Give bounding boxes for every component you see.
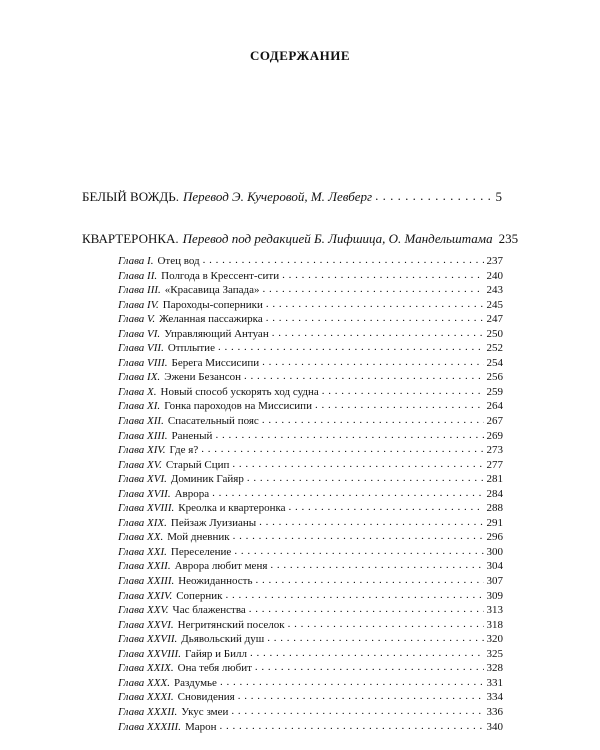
chapter-page-number: 309 [486, 589, 503, 602]
chapter-label: Глава VIII. [118, 356, 168, 369]
chapter-title: Раздумье [173, 676, 217, 689]
dot-leader [375, 188, 492, 201]
chapter-page-number: 254 [486, 356, 503, 369]
dot-leader [289, 500, 484, 511]
dot-leader [322, 384, 484, 395]
chapter-title: Сновидения [177, 691, 235, 704]
chapter-entry [118, 268, 503, 283]
chapter-label: Глава XXI. [118, 545, 167, 558]
chapter-entry [118, 297, 503, 312]
chapter-page-number: 320 [486, 633, 503, 646]
chapter-label: Глава XIV. [118, 444, 166, 457]
dot-leader [282, 268, 483, 279]
dot-leader [234, 544, 483, 555]
chapter-title: Берега Миссисипи [171, 356, 260, 369]
dot-leader [201, 442, 483, 453]
chapter-label: Глава XXXI. [118, 691, 174, 704]
chapter-entry [118, 617, 503, 632]
chapter-title: Желанная пассажирка [159, 313, 263, 326]
chapter-label: Глава II. [118, 269, 158, 282]
chapter-page-number: 325 [486, 647, 503, 660]
dot-leader [247, 471, 484, 482]
chapter-page-number: 288 [486, 502, 503, 515]
toc-section-belyi-vozhd [82, 188, 502, 205]
chapter-entry [118, 500, 503, 515]
dot-leader [212, 486, 483, 497]
chapter-entry [118, 631, 503, 646]
dot-leader [262, 413, 484, 424]
dot-leader [232, 457, 483, 468]
chapter-entry [118, 486, 503, 501]
chapter-label: Глава XXIII. [118, 575, 175, 588]
chapter-title: Аврора любит меня [174, 560, 268, 573]
chapter-title: «Красавица Запада» [164, 284, 260, 297]
dot-leader [270, 558, 483, 569]
chapter-title: Доминик Гайяр [170, 473, 244, 486]
chapter-label: Глава XXVI. [118, 618, 174, 631]
chapter-title: Где я? [169, 444, 199, 457]
chapter-entry [118, 719, 503, 734]
chapter-entry [118, 704, 503, 719]
dot-leader [266, 311, 484, 322]
chapter-page-number: 307 [486, 575, 503, 588]
chapter-title: Новый способ ускорять ход судна [160, 385, 319, 398]
chapter-label: Глава III. [118, 284, 161, 297]
dot-leader [263, 282, 484, 293]
chapter-entry [118, 384, 503, 399]
chapter-title: Раненый [171, 429, 213, 442]
section-translator: Перевод Э. Кучеровой, М. Левберг [183, 189, 373, 204]
chapter-title: Дьявольский душ [181, 633, 265, 646]
dot-leader [233, 529, 484, 540]
chapter-entry [118, 398, 503, 413]
chapter-label: Глава XII. [118, 415, 164, 428]
dot-leader [215, 428, 483, 439]
dot-leader [315, 398, 484, 409]
chapter-entry [118, 457, 503, 472]
chapter-label: Глава XIX. [118, 516, 167, 529]
chapter-title: Мой дневник [167, 531, 230, 544]
chapter-page-number: 334 [486, 691, 503, 704]
chapter-entry [118, 326, 503, 341]
chapter-page-number: 296 [486, 531, 503, 544]
dot-leader [250, 646, 484, 657]
chapter-label: Глава XXXII. [118, 705, 178, 718]
chapter-page-number: 243 [486, 284, 503, 297]
dot-leader [266, 297, 484, 308]
dot-leader [272, 326, 484, 337]
dot-leader [259, 515, 483, 526]
chapter-entry [118, 413, 503, 428]
chapter-page-number: 300 [486, 545, 503, 558]
chapter-label: Глава V. [118, 313, 156, 326]
chapter-entry [118, 428, 503, 443]
chapter-label: Глава IX. [118, 371, 161, 384]
chapter-label: Глава XXVII. [118, 633, 178, 646]
chapter-label: Глава XXVIII. [118, 647, 181, 660]
chapter-label: Глава XI. [118, 400, 161, 413]
chapter-title: Укус змеи [181, 705, 229, 718]
chapter-entry [118, 442, 503, 457]
chapter-page-number: 252 [486, 342, 503, 355]
dot-leader [262, 355, 483, 366]
chapter-entry [118, 573, 503, 588]
chapter-title: Старый Сцип [165, 458, 230, 471]
chapter-page-number: 336 [486, 705, 503, 718]
dot-leader [231, 704, 483, 715]
chapter-title: Неожиданность [178, 575, 253, 588]
chapter-page-number: 267 [486, 415, 503, 428]
toc-section-kvarteronka [82, 230, 519, 247]
chapter-page-number: 250 [486, 327, 503, 340]
chapter-label: Глава XV. [118, 458, 162, 471]
chapter-page-number: 340 [486, 720, 503, 733]
dot-leader [255, 660, 484, 671]
chapter-title: Пейзаж Луизианы [170, 516, 257, 529]
chapter-entry [118, 529, 503, 544]
chapter-title: Соперник [176, 589, 223, 602]
dot-leader [238, 689, 484, 700]
dot-leader [256, 573, 484, 584]
dot-leader [220, 675, 484, 686]
chapter-label: Глава XXIX. [118, 662, 174, 675]
chapter-entry [118, 544, 503, 559]
chapter-page-number: 304 [486, 560, 503, 573]
chapter-entry [118, 588, 503, 603]
chapter-label: Глава I. [118, 255, 154, 267]
chapter-entry [118, 515, 503, 530]
chapter-entry [118, 369, 503, 384]
chapter-label: Глава XXV. [118, 604, 169, 617]
chapter-page-number: 245 [486, 298, 503, 311]
dot-leader [225, 588, 483, 599]
dot-leader [267, 631, 483, 642]
chapter-entry [118, 558, 503, 573]
chapter-label: Глава XX. [118, 531, 164, 544]
chapter-title: Марон [184, 720, 217, 733]
chapter-label: Глава XVII. [118, 487, 171, 500]
section-page-number: 5 [495, 189, 502, 204]
section-title: КВАРТЕРОНКА. [82, 231, 179, 246]
chapter-label: Глава XIII. [118, 429, 168, 442]
chapter-title: Она тебя любит [177, 662, 252, 675]
chapter-label: Глава XXX. [118, 676, 170, 689]
chapter-label: Глава VI. [118, 327, 161, 340]
chapter-title: Час блаженства [172, 604, 246, 617]
chapter-entry [118, 689, 503, 704]
chapter-entry [118, 675, 503, 690]
chapter-list [118, 253, 503, 733]
chapter-page-number: 328 [486, 662, 503, 675]
chapter-page-number: 240 [486, 269, 503, 282]
chapter-title: Отплытие [167, 342, 215, 355]
dot-leader [220, 719, 484, 730]
chapter-entry [118, 311, 503, 326]
chapter-title: Аврора [174, 487, 210, 500]
chapter-entry [118, 602, 503, 617]
chapter-label: Глава XVI. [118, 473, 167, 486]
chapter-title: Креолка и квартеронка [178, 502, 286, 515]
chapter-label: Глава VII. [118, 342, 164, 355]
dot-leader [218, 340, 484, 351]
chapter-page-number: 277 [486, 458, 503, 471]
chapter-page-number: 291 [486, 516, 503, 529]
chapter-title: Управляющий Антуан [164, 327, 269, 340]
chapter-title: Переселение [170, 545, 232, 558]
page-title: СОДЕРЖАНИЕ [249, 48, 351, 63]
chapter-label: Глава XXII. [118, 560, 171, 573]
chapter-page-number: 281 [486, 473, 503, 486]
chapter-entry [118, 355, 503, 370]
chapter-title: Полгода в Крессент-сити [161, 269, 280, 282]
chapter-page-number: 318 [486, 618, 503, 631]
chapter-title: Негритянский поселок [177, 618, 285, 631]
chapter-label: Глава XXIV. [118, 589, 173, 602]
chapter-page-number: 256 [486, 371, 503, 384]
chapter-title: Спасательный пояс [167, 415, 259, 428]
chapter-entry [118, 253, 503, 268]
section-title: БЕЛЫЙ ВОЖДЬ. [82, 189, 179, 204]
chapter-title: Эжени Безансон [164, 371, 242, 384]
chapter-page-number: 269 [486, 429, 503, 442]
chapter-entry [118, 340, 503, 355]
chapter-page-number: 259 [486, 385, 503, 398]
chapter-page-number: 273 [486, 444, 503, 457]
chapter-title: Гайяр и Билл [184, 647, 247, 660]
section-translator: Перевод под редакцией Б. Лифшица, О. Мандельштама [182, 231, 493, 246]
chapter-label: Глава XXXIII. [118, 720, 181, 733]
chapter-entry [118, 646, 503, 661]
chapter-title: Гонка пароходов на Миссисипи [164, 400, 312, 413]
chapter-page-number: 264 [486, 400, 503, 413]
chapter-title: Пароходы-соперники [162, 298, 263, 311]
chapter-entry [118, 282, 503, 297]
section-page-number: 235 [498, 231, 519, 246]
chapter-label: Глава X. [118, 385, 157, 398]
chapter-entry [118, 660, 503, 675]
chapter-page-number: 284 [486, 487, 503, 500]
dot-leader [288, 617, 484, 628]
chapter-page-number: 313 [486, 604, 503, 617]
chapter-page-number: 331 [486, 676, 503, 689]
dot-leader [249, 602, 484, 613]
chapter-label: Глава IV. [118, 298, 159, 311]
dot-leader [203, 253, 484, 264]
dot-leader [244, 369, 483, 380]
chapter-page-number: 237 [486, 255, 503, 267]
chapter-entry [118, 471, 503, 486]
chapter-page-number: 247 [486, 313, 503, 326]
chapter-title: Отец вод [157, 255, 200, 267]
chapter-label: Глава XVIII. [118, 502, 175, 515]
